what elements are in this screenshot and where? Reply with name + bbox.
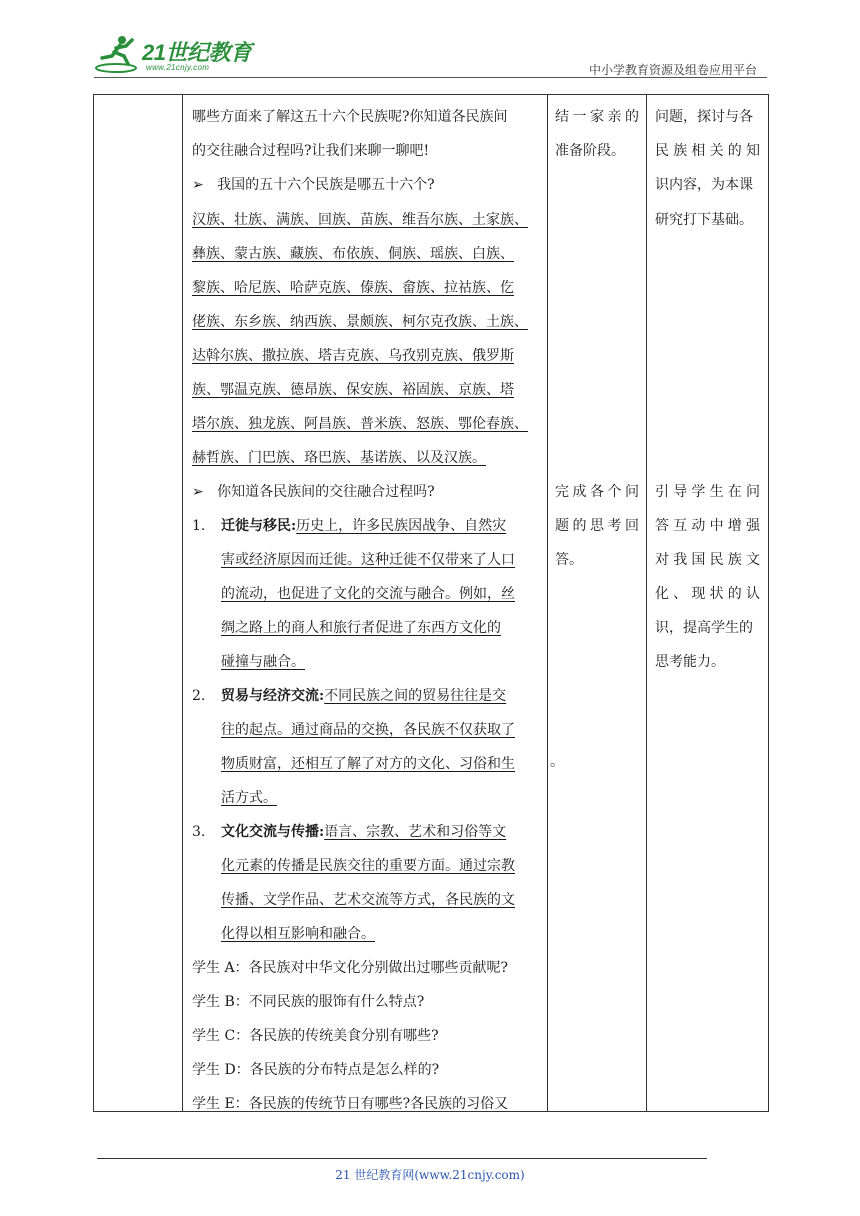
item-first-line: 文化交流与传播:语言、宗教、艺术和习俗等文 <box>221 824 507 840</box>
item-line: 绸之路上的商人和旅行者促进了东西方文化的 <box>221 620 501 636</box>
activity-line: 完成各个问 <box>555 484 639 500</box>
runner-logo-icon <box>94 34 140 74</box>
student-question: 学生 C：各民族的传统美食分别有哪些? <box>192 1028 439 1044</box>
student-question: 学生 B：不同民族的服饰有什么特点? <box>192 994 425 1010</box>
student-activity-cell <box>548 95 647 1112</box>
intent-line: 对我国民族文 <box>655 552 760 568</box>
ethnic-list-line: 佬族、东乡族、纳西族、景颇族、柯尔克孜族、土族、 <box>192 314 528 330</box>
item-line: 活方式。 <box>221 790 277 806</box>
student-question: 学生 D：各民族的分布特点是怎么样的? <box>192 1062 440 1078</box>
item-line: 的流动，也促进了文化的交流与融合。例如，丝 <box>221 586 515 602</box>
item-line: 物质财富，还相互了解了对方的文化、习俗和生 <box>221 756 515 772</box>
activity-dot: 。 <box>550 754 564 770</box>
item-title: 迁徙与移民: <box>221 518 297 534</box>
design-intent-cell <box>647 95 769 1112</box>
item-line: 往的起点。通过商品的交换，各民族不仅获取了 <box>221 722 515 738</box>
arrow-bullet-icon: ➢ <box>192 177 204 193</box>
ethnic-list-line: 族、鄂温克族、德昂族、保安族、裕固族、京族、塔 <box>192 382 514 398</box>
arrow-bullet-icon: ➢ <box>192 484 204 500</box>
item-line: 传播、文学作品、艺术交流等方式，各民族的文 <box>221 892 515 908</box>
activity-line: 题的思考回 <box>555 518 639 534</box>
intent-line: 识内容，为本课 <box>655 177 753 193</box>
ethnic-list-line: 达斡尔族、撒拉族、塔吉克族、乌孜别克族、俄罗斯 <box>192 348 514 364</box>
item-number: 1. <box>192 518 206 534</box>
intent-line: 识，提高学生的 <box>655 620 753 636</box>
item-line: 化得以相互影响和融合。 <box>221 926 375 942</box>
teaching-content-cell <box>183 95 548 1112</box>
activity-line: 准备阶段。 <box>555 143 625 159</box>
ethnic-list-line: 汉族、壮族、满族、回族、苗族、维吾尔族、土家族、 <box>192 212 528 228</box>
activity-line: 答。 <box>555 552 583 568</box>
intro-line: 的交往融合过程吗?让我们来聊一聊吧! <box>192 143 430 159</box>
intent-line: 问题，探讨与各 <box>655 109 753 125</box>
item-title: 文化交流与传播: <box>221 824 325 840</box>
item-number: 2. <box>192 688 206 704</box>
item-line: 害或经济原因而迁徙。这种迁徙不仅带来了人口 <box>221 552 515 568</box>
intent-line: 研究打下基础。 <box>655 212 753 228</box>
item-first-line: 迁徙与移民:历史上，许多民族因战争、自然灾 <box>221 518 507 534</box>
question-heading: ➢ 我国的五十六个民族是哪五十六个? <box>192 177 435 193</box>
item-number: 3. <box>192 824 206 840</box>
stage-column-cell <box>94 95 183 1112</box>
activity-line: 结一家亲的 <box>555 109 639 125</box>
intent-line: 民族相关的知 <box>655 143 760 159</box>
ethnic-list-line: 彝族、蒙古族、藏族、布依族、侗族、瑶族、白族、 <box>192 246 514 262</box>
platform-name: 中小学教育资源及组卷应用平台 <box>588 63 757 77</box>
item-title: 贸易与经济交流: <box>221 688 325 704</box>
table-row <box>94 95 769 1112</box>
lesson-plan-table <box>93 94 769 1112</box>
item-line: 碰撞与融合。 <box>221 654 305 670</box>
footer-divider <box>97 1158 707 1159</box>
logo-url: www.21cnjy.com <box>146 63 210 72</box>
ethnic-list-line: 赫哲族、门巴族、珞巴族、基诺族、以及汉族。 <box>192 450 486 466</box>
header-divider <box>94 77 767 78</box>
item-first-line: 贸易与经济交流:不同民族之间的贸易往往是交 <box>221 688 507 704</box>
intro-line: 哪些方面来了解这五十六个民族呢?你知道各民族间 <box>192 109 508 125</box>
intent-line: 答互动中增强 <box>655 518 760 534</box>
ethnic-list-line: 黎族、哈尼族、哈萨克族、傣族、畲族、拉祜族、仡 <box>192 280 514 296</box>
intent-line: 引导学生在问 <box>655 484 760 500</box>
item-line: 化元素的传播是民族交往的重要方面。通过宗教 <box>221 858 515 874</box>
question-heading: ➢ 你知道各民族间的交往融合过程吗? <box>192 484 435 500</box>
intent-line: 化、现状的认 <box>655 586 760 602</box>
site-logo <box>94 34 264 76</box>
footer-link[interactable]: 21 世纪教育网(www.21cnjy.com) <box>335 1168 525 1182</box>
page-header <box>94 30 767 78</box>
student-question: 学生 E：各民族的传统节日有哪些?各民族的习俗又 <box>192 1096 509 1112</box>
intent-line: 思考能力。 <box>655 654 725 670</box>
logo-wordmark: 21世纪教育 <box>142 40 252 65</box>
ethnic-list-line: 塔尔族、独龙族、阿昌族、普米族、怒族、鄂伦春族、 <box>192 416 528 432</box>
student-question: 学生 A：各民族对中华文化分别做出过哪些贡献呢? <box>192 960 509 976</box>
